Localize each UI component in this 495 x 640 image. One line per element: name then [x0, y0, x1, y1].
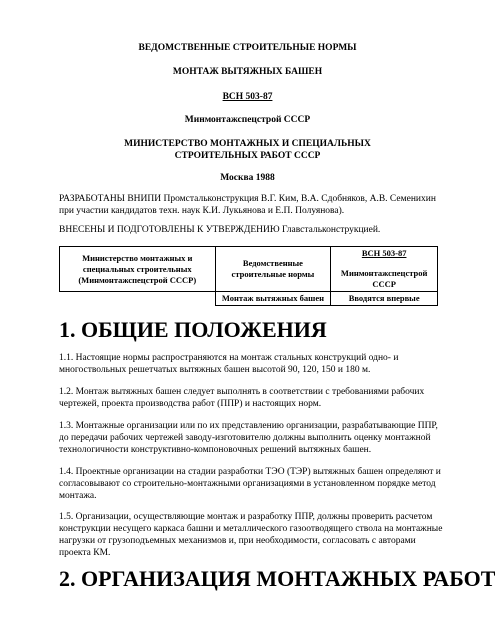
table-code-org: Минмонтажспецстрой СССР: [340, 268, 428, 289]
table-title-cell: Монтаж вытяжных башен: [215, 292, 331, 306]
header-code: ВСН 503-87: [222, 92, 273, 102]
approval-table: [59, 246, 438, 306]
header-ministry-line1: МИНИСТЕРСТВО МОНТАЖНЫХ И СПЕЦИАЛЬНЫХ: [124, 139, 371, 149]
table-code: ВСН 503-87: [361, 248, 407, 258]
intro-submitted: ВНЕСЕНЫ И ПОДГОТОВЛЕНЫ К УТВЕРЖДЕНИЮ Главстальконструкцией.: [59, 225, 381, 235]
header-org: Минмонтажспецстрой СССР: [184, 115, 311, 125]
section1-paragraph-5: 1.5. Организации, осуществляющие монтаж и разработку ППР, должны проверить расчетом конструкции несущего каркаса башни и металлического газоотводящего ствола на монтажные нагрузки от грузоподъемных механизмов и, при необходимости, согласовать с авторами проекта КМ.: [59, 512, 443, 558]
section1-paragraph-4: 1.4. Проектные организации на стадии разработки ТЭО (ТЭР) вытяжных башен определяют и согласовывают со строительно-монтажными организациями в установленном порядке метод монтажа.: [59, 467, 441, 501]
header-city-year: Москва 1988: [220, 173, 275, 183]
table-norms-cell: Ведомственные строительные нормы: [215, 247, 331, 292]
section2-heading: 2. ОРГАНИЗАЦИЯ МОНТАЖНЫХ РАБОТ: [59, 566, 495, 591]
section1-paragraph-2: 1.2. Монтаж вытяжных башен следует выполнять в соответствии с требованиями рабочих чертежей, проекта производства работ (ППР) и настоящих норм.: [59, 387, 425, 409]
table-note-cell: Вводятся впервые: [331, 292, 438, 306]
table-code-cell: [331, 247, 438, 292]
section1-paragraph-1: 1.1. Настоящие нормы распространяются на монтаж стальных конструкций одно- и многоствольных решетчатых вытяжных башен высотой 90, 120, 150 и 180 м.: [59, 353, 399, 375]
section1-heading: 1. ОБЩИЕ ПОЛОЖЕНИЯ: [59, 317, 327, 342]
intro-developed: РАЗРАБОТАНЫ ВНИПИ Промстальконструкция В.Г. Ким, В.А. Сдобняков, А.В. Семенихин при участии кандидатов техн. наук К.И. Лукьянова и Е.П. Полуянова).: [59, 194, 436, 216]
header-title-line: МОНТАЖ ВЫТЯЖНЫХ БАШЕН: [172, 67, 323, 77]
section1-paragraph-3: 1.3. Монтажные организации или по их представлению организации, разрабатывающие ППР, до передачи рабочих чертежей заводу-изготовителю должны выполнить оценку монтажной технологичности конструктивно-компоновочных решений вытяжных башен.: [59, 421, 438, 455]
header-norms-line: ВЕДОМСТВЕННЫЕ СТРОИТЕЛЬНЫЕ НОРМЫ: [138, 43, 357, 53]
header-ministry-line2: СТРОИТЕЛЬНЫХ РАБОТ СССР: [174, 151, 321, 161]
table-empty-cell: [60, 292, 216, 306]
table-ministry-cell: Министерство монтажных и специальных строительных (Минмонтажспецстрой СССР): [60, 247, 216, 292]
